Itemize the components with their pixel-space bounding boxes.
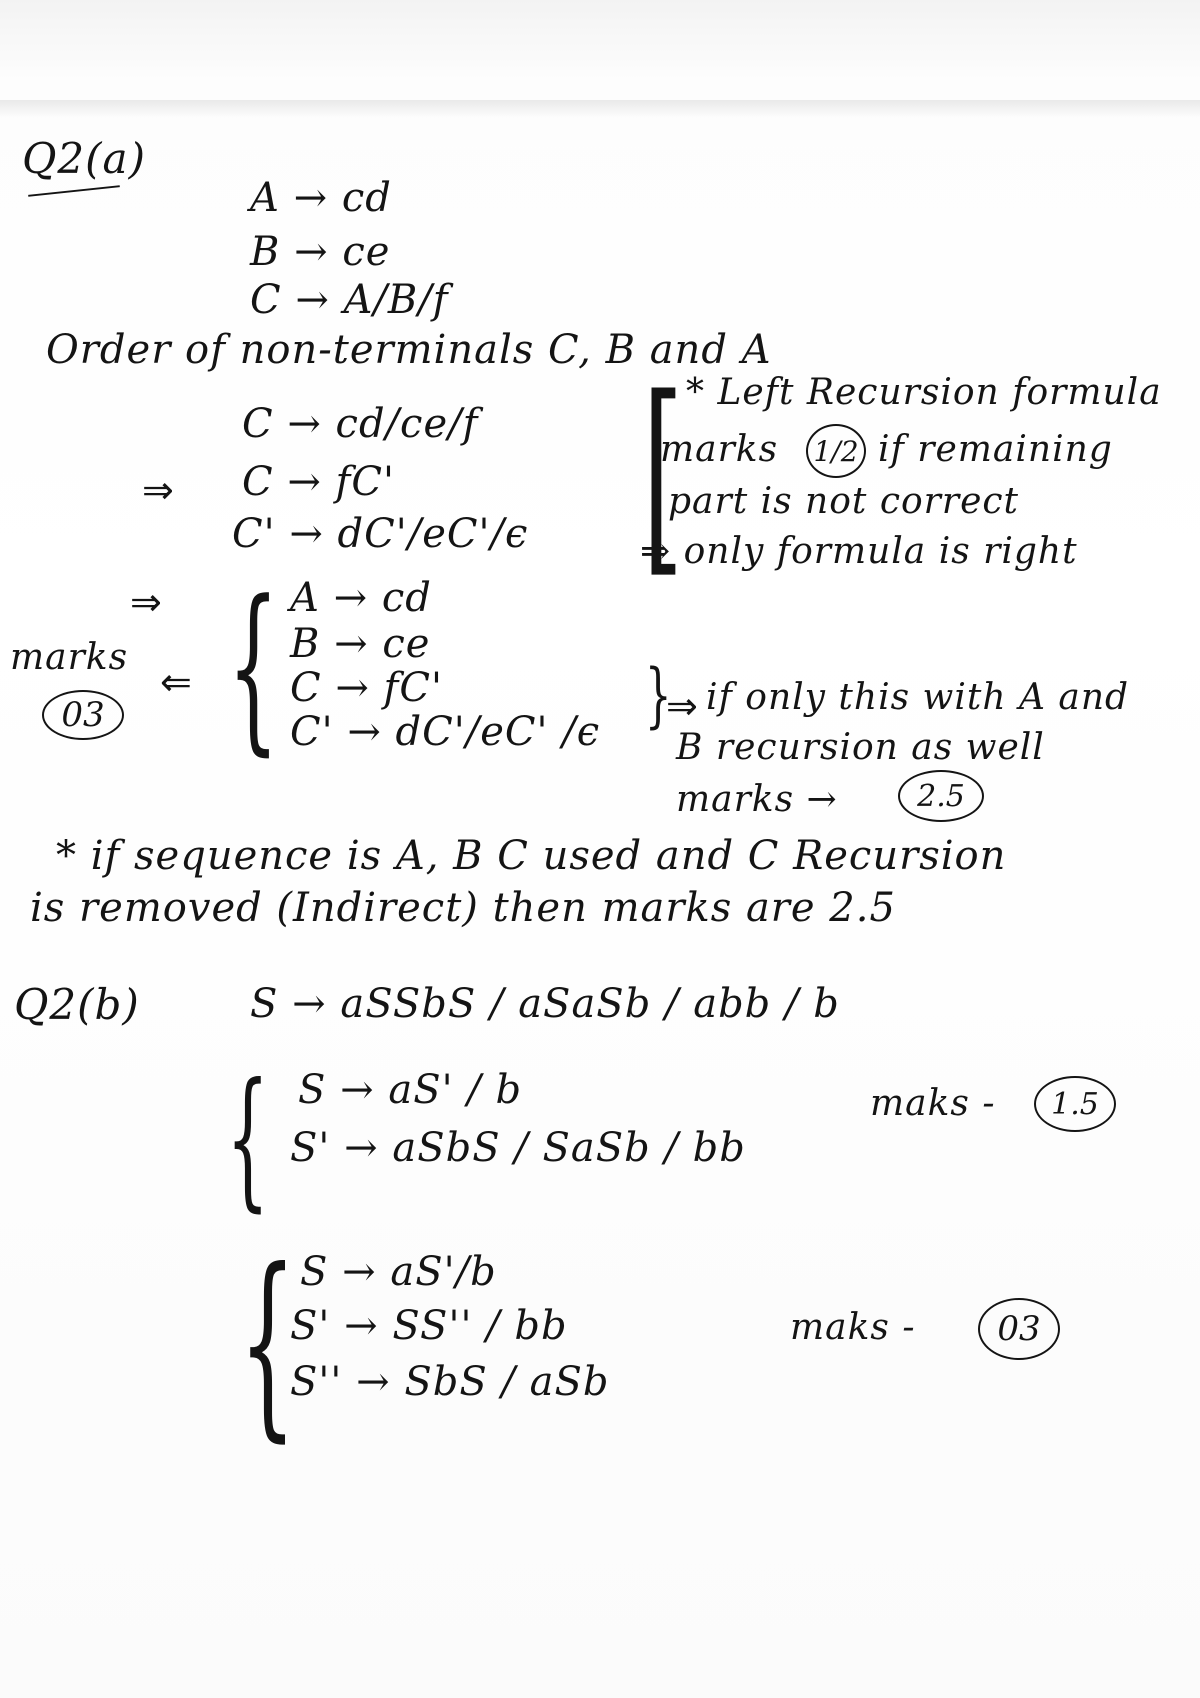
q2a-step1-line-1: C → cd/ce/f xyxy=(242,401,479,447)
note-left-recursion-line-5: ⇒ only formula is right xyxy=(640,531,1078,572)
q2b-option2-line-1: S → aS'/b xyxy=(300,1249,497,1295)
q2b-option1-line-2: S' → aSbS / SaSb / bb xyxy=(290,1125,746,1171)
note-left-recursion-line-3: if remaining xyxy=(878,429,1113,470)
q2b-option2-brace: { xyxy=(238,1227,297,1460)
q2a-marks-circle: 03 xyxy=(42,690,124,740)
note-half-mark-circle: 1/2 xyxy=(806,424,866,478)
note-bracket: [ xyxy=(642,352,684,597)
q2b-option1-line-1: S → aS' / b xyxy=(298,1067,523,1113)
q2a-grammar-line-3: C → A/B/f xyxy=(250,277,449,323)
page-edge-shadow xyxy=(0,100,1200,118)
only-this-arrow: ⇒ xyxy=(666,684,698,728)
q2a-final-line-3: C → fC' xyxy=(290,665,443,711)
q2a-sequence-note-line-2: is removed (Indirect) then marks are 2.5 xyxy=(30,885,896,931)
q2a-marks-label: marks xyxy=(10,637,129,678)
final-brace: { xyxy=(227,563,280,772)
q2b-option1-marks-label: maks - xyxy=(870,1083,996,1124)
q2a-final-line-2: B → ce xyxy=(290,621,431,667)
q2a-step1-line-3: C' → dC'/eC'/ϵ xyxy=(232,511,529,557)
note-left-recursion-line-2: marks xyxy=(660,429,779,470)
q2b-option2-marks-label: maks - xyxy=(790,1307,916,1348)
marks-arrow: ⇐ xyxy=(160,660,192,704)
note-left-recursion-line-1: * Left Recursion formula xyxy=(686,372,1162,413)
q2a-grammar-line-1: A → cd xyxy=(250,175,392,221)
q2b-option2-line-2: S' → SS'' / bb xyxy=(290,1303,568,1349)
q2a-only-this-line-2: B recursion as well xyxy=(676,727,1045,768)
q2a-only-this-line-3: marks → xyxy=(676,779,838,820)
q2a-final-line-1: A → cd xyxy=(290,575,432,621)
q2b-option1-marks-circle: 1.5 xyxy=(1034,1076,1116,1132)
q2a-only-this-marks-circle: 2.5 xyxy=(898,770,984,822)
q2a-final-line-4: C' → dC'/eC' /ϵ xyxy=(290,709,601,755)
implies-arrow-1: ⇒ xyxy=(142,468,174,512)
q2b-grammar: S → aSSbS / aSaSb / abb / b xyxy=(250,981,840,1027)
q2a-sequence-note-line-1: * if sequence is A, B C used and C Recursion xyxy=(56,833,1007,879)
note-left-recursion-line-4: part is not correct xyxy=(668,481,1020,522)
q2b-label: Q2(b) xyxy=(14,980,140,1029)
q2b-option2-marks-circle: 03 xyxy=(978,1298,1060,1360)
q2a-order-line: Order of non-terminals C, B and A xyxy=(46,327,772,373)
q2a-only-this-line-1: if only this with A and xyxy=(706,677,1130,718)
q2a-step1-line-2: C → fC' xyxy=(242,459,395,505)
only-this-brace: } xyxy=(644,654,672,736)
q2b-option1-brace: { xyxy=(226,1052,270,1226)
implies-arrow-2: ⇒ xyxy=(130,580,162,624)
q2b-option2-line-3: S'' → SbS / aSb xyxy=(290,1359,610,1405)
q2a-grammar-line-2: B → ce xyxy=(250,229,391,275)
q2a-label: Q2(a) xyxy=(22,134,146,183)
